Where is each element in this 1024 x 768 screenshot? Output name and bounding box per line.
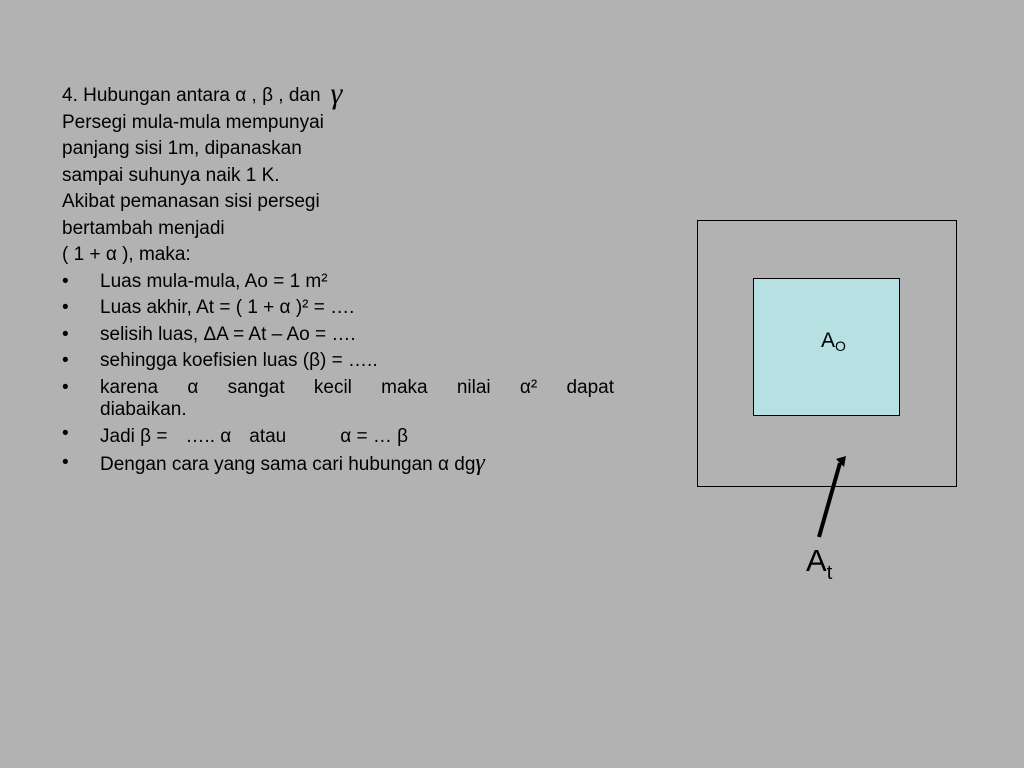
bullet-item: [62, 269, 614, 296]
area-final-subscript: t: [826, 562, 833, 584]
gamma-symbol: γ: [475, 450, 485, 476]
heading-text: 4. Hubungan antara α , β , dan: [62, 85, 321, 106]
bullet-text: Dengan cara yang sama cari hubungan α dg: [100, 454, 476, 475]
jadi-part4: α = … β: [340, 425, 409, 447]
bullet-item: [62, 348, 614, 375]
intro-line: Persegi mula-mula mempunyai: [62, 111, 324, 133]
intro-line: ( 1 + α ), maka:: [62, 244, 191, 265]
gamma-symbol: γ: [330, 77, 343, 110]
area-final-label: [806, 543, 832, 585]
bullet-item: [62, 322, 614, 349]
bullet-text: sehingga koefisien luas (β) = …..: [100, 350, 378, 371]
bullet-dot: •: [62, 376, 69, 398]
bullet-dot: •: [62, 350, 69, 371]
bullet-text: karena α sangat kecil maka nilai α² dapat: [100, 376, 614, 398]
intro-line: bertambah menjadi: [62, 217, 225, 239]
area-initial-subscript: O: [835, 338, 846, 354]
bullet-dot: •: [62, 270, 69, 292]
area-final-letter: A: [806, 543, 827, 578]
bullet-dot: •: [62, 297, 69, 318]
intro-line: panjang sisi 1m, dipanaskan: [62, 138, 302, 159]
heading-line: [62, 79, 614, 110]
bullet-dot: •: [62, 452, 69, 473]
slide-text: [62, 79, 614, 479]
bullet-text: selisih luas, ΔA = At – Ao = ….: [100, 323, 356, 345]
bullet-text: Luas akhir, At = ( 1 + α )² = ….: [100, 297, 355, 318]
bullet-item: [62, 450, 614, 479]
bullet-dot: •: [62, 323, 69, 345]
jadi-part2: ….. α: [185, 425, 232, 447]
bullet-text: Luas mula-mula, Ao = 1 m²: [100, 270, 328, 292]
bullet-item: [62, 375, 614, 421]
area-initial-label: [821, 329, 846, 354]
jadi-part3: atau: [249, 425, 287, 447]
area-initial-letter: A: [821, 329, 836, 352]
bullet-text-continued: diabaikan.: [100, 398, 187, 420]
bullet-item: [62, 421, 614, 451]
intro-line: sampai suhunya naik 1 K.: [62, 164, 280, 186]
bullet-list: [62, 269, 614, 479]
bullet-item: [62, 295, 614, 322]
bullet-dot: •: [62, 422, 69, 444]
jadi-part1: Jadi β =: [100, 425, 168, 447]
intro-line: Akibat pemanasan sisi persegi: [62, 191, 320, 212]
